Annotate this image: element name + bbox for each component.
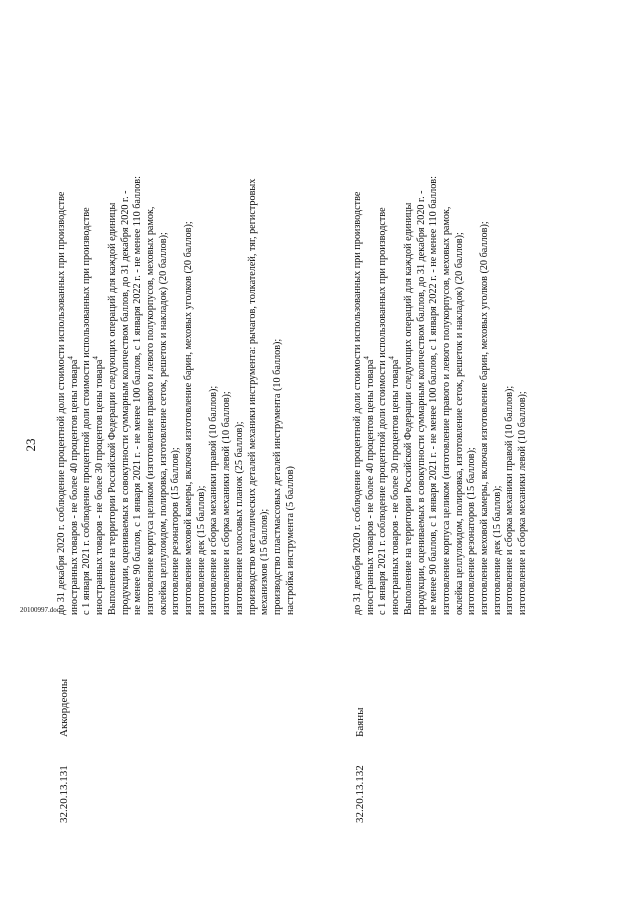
requirement-line xyxy=(158,30,171,615)
requirement-line-text: Выполнение на территории Российской Федерации следующих операций для каждой единицы xyxy=(106,202,118,615)
requirement-line xyxy=(91,30,107,615)
requirement-line xyxy=(403,30,416,615)
requirement-line xyxy=(504,30,517,615)
requirement-line xyxy=(221,30,234,615)
requirement-line-text: не менее 90 баллов, с 1 января 2021 г. - не менее 100 баллов, с 1 января 2022 г. - не менее 110 баллов: xyxy=(132,176,144,615)
requirement-line xyxy=(183,30,196,615)
requirement-line xyxy=(170,30,183,615)
requirements-text xyxy=(56,30,297,615)
requirement-line-text: до 31 декабря 2020 г. соблюдение процентной доли стоимости использованных при производстве xyxy=(352,191,363,615)
requirement-line-text: продукции, оцениваемых в совокупности суммарным количеством баллов, до 31 декабря 2020 г. - xyxy=(119,190,131,615)
requirement-line xyxy=(132,30,145,615)
requirement-line xyxy=(517,30,530,615)
requirement-line xyxy=(208,30,221,615)
requirement-line-text: с 1 января 2021 г. соблюдение процентной доли стоимости использованных при производстве xyxy=(81,207,93,615)
requirement-line-text: изготовление меховой камеры, включая изготовление барин, меховых уголков (20 баллов); xyxy=(479,221,491,615)
requirement-line-text: изготовление дек (15 баллов); xyxy=(195,485,207,615)
requirement-line-text: иностранных товаров - не более 40 процентов цены товара xyxy=(364,359,376,615)
requirement-line xyxy=(377,30,390,615)
requirement-line xyxy=(56,30,69,615)
requirement-line xyxy=(387,30,403,615)
requirement-line xyxy=(196,30,209,615)
requirement-line-text: не менее 90 баллов, с 1 января 2021 г. - не менее 100 баллов, с 1 января 2022 г. - не менее 110 баллов: xyxy=(428,176,440,615)
requirement-line xyxy=(441,30,454,615)
requirement-line-text: изготовление корпуса целиком (изготовление правого и левого полукорпусов, меховых рамок, xyxy=(440,206,452,615)
requirement-line-text: настройка инструмента (5 баллов) xyxy=(284,466,296,615)
requirement-line-text: изготовление дек (15 баллов); xyxy=(491,485,503,615)
requirement-line-text: продукции, оцениваемых в совокупности суммарным количеством баллов, до 31 декабря 2020 г. - xyxy=(415,190,427,615)
requirements-text xyxy=(352,30,530,615)
page-number: 23 xyxy=(23,438,38,452)
requirement-line-text: изготовление резонаторов (15 баллов); xyxy=(466,447,478,615)
requirement-line xyxy=(81,30,94,615)
requirement-line xyxy=(247,30,260,615)
requirement-line xyxy=(352,30,365,615)
okpd-code: 32.20.13.132 xyxy=(354,765,366,823)
product-name: Баяны xyxy=(354,707,366,737)
requirement-line-text: изготовление и сборка механики левой (10 баллов); xyxy=(517,391,529,615)
requirement-line-text: производство металлических деталей механики инструмента: рычагов, толкателей, тяг, регистровых xyxy=(246,178,258,615)
requirement-line-text: оклейка целлулоидом, полировка, изготовление сеток, решеток и накладок) (20 баллов); xyxy=(157,232,169,615)
okpd-code: 32.20.13.131 xyxy=(58,765,70,823)
requirement-line-text: изготовление и сборка механики правой (10 баллов); xyxy=(504,385,516,615)
requirement-line-text: иностранных товаров - не более 30 процентов цены товара xyxy=(94,359,106,615)
requirement-line-text: до 31 декабря 2020 г. соблюдение процентной доли стоимости использованных при производстве xyxy=(56,191,67,615)
requirement-line-text: изготовление и сборка механики левой (10 баллов); xyxy=(221,391,233,615)
requirement-line xyxy=(454,30,467,615)
requirement-line xyxy=(362,30,378,615)
requirement-line-text: оклейка целлулоидом, полировка, изготовление сеток, решеток и накладок) (20 баллов); xyxy=(453,232,465,615)
requirement-line xyxy=(66,30,82,615)
requirement-line xyxy=(145,30,158,615)
requirement-line-text: изготовление корпуса целиком (изготовление правого и левого полукорпусов, меховых рамок, xyxy=(144,206,156,615)
requirement-line xyxy=(428,30,441,615)
requirement-line xyxy=(466,30,479,615)
requirement-line-text: Выполнение на территории Российской Федерации следующих операций для каждой единицы xyxy=(402,202,414,615)
requirement-line xyxy=(234,30,247,615)
requirement-line xyxy=(107,30,120,615)
requirement-line-text: изготовление резонаторов (15 баллов); xyxy=(170,447,182,615)
requirement-line xyxy=(416,30,429,615)
footnote-marker: 4 xyxy=(362,356,371,360)
requirement-line xyxy=(285,30,298,615)
requirement-line xyxy=(492,30,505,615)
product-name: Аккордеоны xyxy=(58,678,70,737)
requirement-line-text: изготовление и сборка механики правой (10 баллов); xyxy=(208,385,220,615)
footnote-marker: 4 xyxy=(66,356,75,360)
requirement-line xyxy=(259,30,272,615)
requirement-line-text: механизмов (15 баллов); xyxy=(259,508,271,615)
requirement-line-text: изготовление меховой камеры, включая изготовление барин, меховых уголков (20 баллов); xyxy=(183,221,195,615)
requirement-line-text: изготовление голосовых планок (25 баллов); xyxy=(233,421,245,615)
requirement-line-text: иностранных товаров - не более 40 процентов цены товара xyxy=(68,359,80,615)
requirement-line xyxy=(479,30,492,615)
requirement-line-text: с 1 января 2021 г. соблюдение процентной доли стоимости использованных при производстве xyxy=(377,207,389,615)
requirement-line-text: производство пластмассовых деталей инструмента (10 баллов); xyxy=(271,338,283,615)
requirement-line xyxy=(120,30,133,615)
requirement-line xyxy=(272,30,285,615)
requirement-line-text: иностранных товаров - не более 30 процентов цены товара xyxy=(390,359,402,615)
footnote-marker: 4 xyxy=(91,356,100,360)
footnote-marker: 4 xyxy=(387,356,396,360)
file-name-footer: 20100997.doc xyxy=(20,606,60,614)
